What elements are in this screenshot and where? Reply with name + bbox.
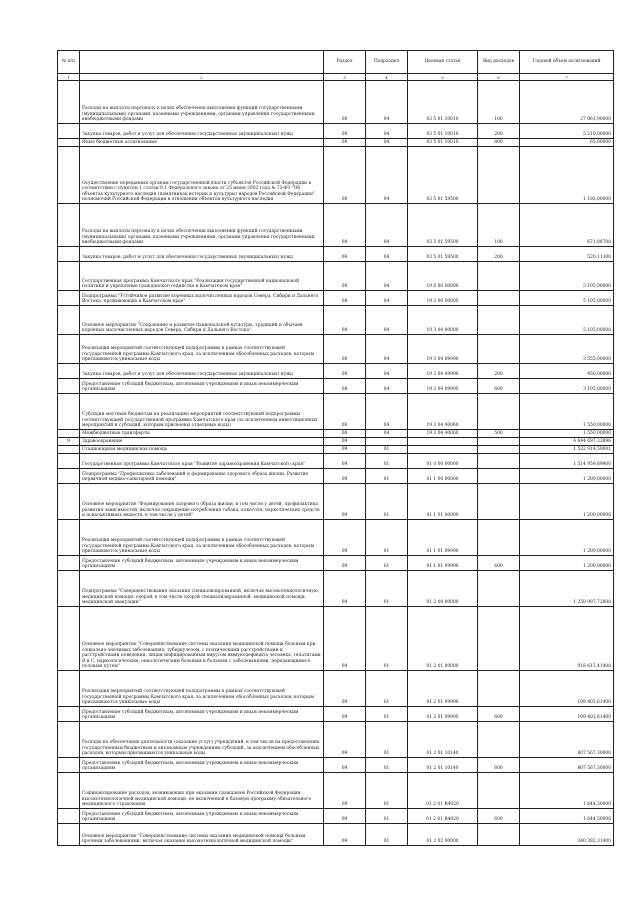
row-section: 09: [324, 671, 366, 707]
header-section: Раздел: [324, 51, 366, 74]
row-number: [58, 262, 80, 291]
row-name: Основное мероприятие "Сохранение и развитие национальной культуры, традиций и обычаев коренных малочисленных народов Севера, Сибири и Дальнего Востока": [80, 306, 324, 335]
row-expense-type: 600: [478, 758, 520, 773]
row-expense-type: 100: [478, 204, 520, 247]
table-row: [58, 306, 614, 335]
row-section: 08: [324, 291, 366, 306]
row-number: [58, 809, 80, 824]
column-number: 6: [478, 74, 520, 81]
table-row: [58, 454, 614, 469]
row-name: Подпрограмма "Совершенствование оказания специализированной, включая высокотехнологичную, медицинской помощи, скорой, в том числе скорой специализированной, медицинской помощи, медицинской эвакуации": [80, 571, 324, 607]
row-expense-type: [478, 469, 520, 484]
row-section: 09: [324, 571, 366, 607]
row-subsection: 01: [366, 446, 408, 454]
row-number: [58, 824, 80, 846]
row-section: 09: [324, 469, 366, 484]
table-row: [58, 773, 614, 809]
column-number-row: [58, 74, 614, 81]
row-subsection: 01: [366, 671, 408, 707]
row-target: 03 5 01 59500: [408, 147, 478, 204]
row-subsection: 01: [366, 607, 408, 671]
row-target: 03 5 01 10010: [408, 81, 478, 124]
table-row: [58, 139, 614, 147]
row-name: Закупка товаров, работ и услуг для обеспечения государственных (муниципальных) нужд: [80, 124, 324, 139]
table-row: [58, 809, 614, 824]
row-number: [58, 247, 80, 262]
row-section: 09: [324, 556, 366, 571]
row-number: [58, 124, 80, 139]
row-subsection: 04: [366, 262, 408, 291]
row-subsection: 01: [366, 469, 408, 484]
row-target: 01 2 01 10140: [408, 758, 478, 773]
row-expense-type: 500: [478, 430, 520, 438]
header-target: Целевая статья: [408, 51, 478, 74]
row-amount: 1 192,00000: [520, 147, 614, 204]
row-target: 01 2 01 10140: [408, 722, 478, 758]
row-target: 01 1 00 00000: [408, 469, 478, 484]
row-subsection: 04: [366, 204, 408, 247]
row-amount: 1 200,00000: [520, 520, 614, 556]
row-section: 09: [324, 809, 366, 824]
row-name: Софинансирование расходов, возникающих при оказании гражданам Российской Федерации высокотехнологичной медицинской помощи, не включенной в базовую программу обязательного медицинского страхования: [80, 773, 324, 809]
table-row: [58, 379, 614, 394]
row-target: 19 3 04 40060: [408, 430, 478, 438]
row-section: 08: [324, 306, 366, 335]
row-section: 08: [324, 204, 366, 247]
row-subsection: 01: [366, 773, 408, 809]
table-row: [58, 469, 614, 484]
row-subsection: 04: [366, 306, 408, 335]
row-subsection: 01: [366, 556, 408, 571]
row-amount: 3 105,00000: [520, 379, 614, 394]
row-number: [58, 773, 80, 809]
row-subsection: 01: [366, 824, 408, 846]
row-section: 08: [324, 247, 366, 262]
row-subsection: 04: [366, 139, 408, 147]
row-section: 09: [324, 520, 366, 556]
row-number: [58, 469, 80, 484]
table-row: [58, 147, 614, 204]
row-expense-type: 600: [478, 379, 520, 394]
row-expense-type: 600: [478, 809, 520, 824]
row-expense-type: [478, 607, 520, 671]
row-name: Предоставление субсидий бюджетным, автономным учреждениям и иным некоммерческим организациям: [80, 809, 324, 824]
column-number: 5: [408, 74, 478, 81]
row-section: 09: [324, 454, 366, 469]
row-subsection: 01: [366, 758, 408, 773]
row-subsection: 04: [366, 124, 408, 139]
row-expense-type: [478, 520, 520, 556]
row-section: 08: [324, 147, 366, 204]
row-target: 01 0 00 00000: [408, 454, 478, 469]
table-row: [58, 707, 614, 722]
row-section: 08: [324, 139, 366, 147]
row-expense-type: [478, 446, 520, 454]
row-name: Иные бюджетные ассигнования: [80, 139, 324, 147]
row-amount: 1 200,00000: [520, 484, 614, 520]
table-row: [58, 430, 614, 438]
row-subsection: 04: [366, 394, 408, 430]
row-number: [58, 430, 80, 438]
row-expense-type: [478, 571, 520, 607]
row-section: 08: [324, 430, 366, 438]
row-amount: 918 615,41400: [520, 607, 614, 671]
row-subsection: [366, 438, 408, 446]
table-row: [58, 81, 614, 124]
row-name: Основное мероприятие "Совершенствование системы оказания медицинской помощи больным прочими заболеваниями, включая оказание высокотехнологичной медицинской помощи": [80, 824, 324, 846]
row-amount: 5 105,00000: [520, 306, 614, 335]
row-number: [58, 722, 80, 758]
row-expense-type: 200: [478, 247, 520, 262]
row-subsection: 01: [366, 484, 408, 520]
header-row: [58, 51, 614, 74]
row-section: 09: [324, 722, 366, 758]
header-amount: Годовой объем ассигнований: [520, 51, 614, 74]
row-target: 19 3 04 00000: [408, 306, 478, 335]
header-num: № п/п: [58, 51, 80, 74]
row-name: Осуществление переданных органам государственной власти субъектов Российской Федерации в соответствии с пунктом 1 статьи 9.1 Федерального закона от 25 июня 2002 года № 73-ФЗ "Об объектах культурного наследия (памятниках истории и культуры) народов Российской Федерации" полномочий Российской Федерации в отношении объектов культурного наследия: [80, 147, 324, 204]
column-number: 4: [366, 74, 408, 81]
row-section: 09: [324, 773, 366, 809]
table-row: [58, 722, 614, 758]
row-expense-type: 600: [478, 707, 520, 722]
table-row: [58, 607, 614, 671]
row-name: Предоставление субсидий бюджетным, автономным учреждениям и иным некоммерческим организациям: [80, 707, 324, 722]
row-number: [58, 147, 80, 204]
row-amount: 5 105,00000: [520, 291, 614, 306]
table-row: [58, 520, 614, 556]
row-number: [58, 556, 80, 571]
row-amount: 340 382,31400: [520, 824, 614, 846]
row-subsection: 01: [366, 707, 408, 722]
row-target: 03 5 01 10010: [408, 124, 478, 139]
row-section: 09: [324, 607, 366, 671]
row-amount: 109 403,61400: [520, 671, 614, 707]
row-amount: 5 210,00000: [520, 124, 614, 139]
row-section: 08: [324, 379, 366, 394]
row-target: 01 1 01 00000: [408, 484, 478, 520]
row-section: 08: [324, 335, 366, 364]
row-target: 01 2 01 R4020: [408, 773, 478, 809]
row-target: [408, 446, 478, 454]
row-amount: 1 550,00000: [520, 394, 614, 430]
table-row: [58, 671, 614, 707]
row-target: 01 2 01 09990: [408, 671, 478, 707]
row-expense-type: [478, 306, 520, 335]
row-amount: 807 567,30000: [520, 758, 614, 773]
row-target: 03 5 01 59500: [408, 204, 478, 247]
row-name: Закупка товаров, работ и услуг для обеспечения государственных (муниципальных) нужд: [80, 364, 324, 379]
row-expense-type: [478, 335, 520, 364]
table-row: [58, 824, 614, 846]
table-row: [58, 556, 614, 571]
table-row: [58, 291, 614, 306]
row-amount: 1 258 997,72800: [520, 571, 614, 607]
row-number: [58, 204, 80, 247]
row-section: 09: [324, 484, 366, 520]
row-number: [58, 707, 80, 722]
row-expense-type: [478, 824, 520, 846]
row-target: 19 3 04 09990: [408, 335, 478, 364]
row-subsection: 01: [366, 571, 408, 607]
row-target: 01 1 01 09990: [408, 556, 478, 571]
row-amount: 65,00000: [520, 139, 614, 147]
header-subsection: Подраздел: [366, 51, 408, 74]
header-expense-type: Вид расходов: [478, 51, 520, 74]
row-target: 19 3 04 09990: [408, 364, 478, 379]
row-number: [58, 335, 80, 364]
row-target: 19 3 04 09990: [408, 379, 478, 394]
table-row: [58, 262, 614, 291]
row-subsection: 04: [366, 247, 408, 262]
row-name: Межбюджетные трансферты: [80, 430, 324, 438]
row-expense-type: [478, 671, 520, 707]
row-subsection: 01: [366, 722, 408, 758]
row-section: 08: [324, 364, 366, 379]
row-amount: 1 644,50000: [520, 773, 614, 809]
row-name: Подпрограмма "Профилактика заболеваний и формирование здорового образа жизни. Развитие первичной медико-санитарной помощи": [80, 469, 324, 484]
row-name: Реализация мероприятий соответствующей подпрограммы в рамках соответствующей государственной программы Камчатского края, за исключением обособленных расходов, которым присваиваются уникальные коды: [80, 335, 324, 364]
row-target: 01 2 00 00000: [408, 571, 478, 607]
row-subsection: 04: [366, 147, 408, 204]
row-number: [58, 139, 80, 147]
row-subsection: 04: [366, 379, 408, 394]
row-target: 03 5 01 10010: [408, 139, 478, 147]
row-amount: 450,00000: [520, 364, 614, 379]
row-name: Реализация мероприятий соответствующей подпрограммы в рамках соответствующей государственной программы Камчатского края, за исключением обособленных расходов, которым присваиваются уникальные коды: [80, 671, 324, 707]
row-target: 01 2 01 R4020: [408, 809, 478, 824]
row-subsection: 04: [366, 81, 408, 124]
row-target: 19 3 00 00000: [408, 291, 478, 306]
table-row: [58, 438, 614, 446]
row-amount: 27 061,90000: [520, 81, 614, 124]
row-number: [58, 571, 80, 607]
row-number: [58, 484, 80, 520]
row-name: Предоставление субсидий бюджетным, автономным учреждениям и иным некоммерческим организациям: [80, 556, 324, 571]
row-amount: 5 105,00000: [520, 262, 614, 291]
row-section: 08: [324, 394, 366, 430]
row-expense-type: [478, 394, 520, 430]
row-expense-type: 600: [478, 556, 520, 571]
row-expense-type: [478, 773, 520, 809]
row-target: 01 1 01 09990: [408, 520, 478, 556]
table-body: [58, 81, 614, 846]
table-row: [58, 204, 614, 247]
row-expense-type: [478, 454, 520, 469]
row-section: 08: [324, 81, 366, 124]
row-subsection: 04: [366, 335, 408, 364]
row-subsection: 04: [366, 364, 408, 379]
row-number: [58, 671, 80, 707]
row-target: [408, 438, 478, 446]
row-amount: 1 644,50000: [520, 809, 614, 824]
row-section: 09: [324, 824, 366, 846]
row-number: [58, 454, 80, 469]
row-name: Расходы на обеспечение деятельности (оказание услуг) учреждений, в том числе на предоставление государственным бюджетным и автономным учреждениям субсидий, за исключением обособленных расходов, которым присваиваются уникальные коды: [80, 722, 324, 758]
row-number: [58, 446, 80, 454]
row-number: [58, 394, 80, 430]
row-name: Государственная программа Камчатского края "Реализация государственной национальной политики и укрепление гражданского единства в Камчатском крае": [80, 262, 324, 291]
row-number: 9: [58, 438, 80, 446]
row-name: Основное мероприятие "Совершенствование системы оказания медицинской помощи больным при социально-значимых заболеваниях: туберкулезом, с психическими расстройствами и расстройствами поведения, лицам инфицированным вирусом иммунодефицита человека, гепатитами B и C, наркологическим, онкологическим больным и больным с заболеваниями, передающимися половым путем": [80, 607, 324, 671]
row-section: 09: [324, 438, 366, 446]
row-amount: 3 555,00000: [520, 335, 614, 364]
row-name: Предоставление субсидий бюджетным, автономным учреждениям и иным некоммерческим организациям: [80, 379, 324, 394]
row-subsection: 04: [366, 291, 408, 306]
row-expense-type: [478, 484, 520, 520]
row-number: [58, 306, 80, 335]
row-number: [58, 607, 80, 671]
row-target: 01 2 02 00000: [408, 824, 478, 846]
row-amount: 1 200,00000: [520, 556, 614, 571]
row-expense-type: 800: [478, 139, 520, 147]
row-expense-type: [478, 147, 520, 204]
row-expense-type: 200: [478, 364, 520, 379]
row-subsection: 04: [366, 430, 408, 438]
row-section: 08: [324, 262, 366, 291]
row-number: [58, 81, 80, 124]
row-name: Расходы на выплаты персоналу в целях обеспечения выполнения функций государственными (муниципальными) органами, казенными учреждениями, органами управления государственными внебюджетными фондами: [80, 81, 324, 124]
row-target: 01 2 01 09990: [408, 707, 478, 722]
table-row: [58, 758, 614, 773]
row-target: 01 2 01 00000: [408, 607, 478, 671]
row-amount: 4 644 697,33896: [520, 438, 614, 446]
row-number: [58, 364, 80, 379]
table-row: [58, 124, 614, 139]
row-expense-type: 100: [478, 81, 520, 124]
row-target: 19 0 00 00000: [408, 262, 478, 291]
row-name: Предоставление субсидий бюджетным, автономным учреждениям и иным некоммерческим организациям: [80, 758, 324, 773]
row-amount: 1 550,00000: [520, 430, 614, 438]
row-number: [58, 520, 80, 556]
column-number: 7: [520, 74, 614, 81]
table-row: [58, 446, 614, 454]
row-expense-type: [478, 291, 520, 306]
row-amount: 807 567,30000: [520, 722, 614, 758]
row-target: 19 3 04 40060: [408, 394, 478, 430]
row-name: Стационарная медицинская помощь: [80, 446, 324, 454]
row-target: 03 5 01 59500: [408, 247, 478, 262]
row-number: [58, 291, 80, 306]
column-number: 1: [58, 74, 80, 81]
row-section: 09: [324, 707, 366, 722]
table-row: [58, 394, 614, 430]
row-name: Расходы на выплаты персоналу в целях обеспечения выполнения функций государственными (муниципальными) органами, казенными учреждениями, органами управления государственными внебюджетными фондами: [80, 204, 324, 247]
row-amount: 1 200,00000: [520, 469, 614, 484]
row-name: Реализация мероприятий соответствующей подпрограммы в рамках соответствующей государственной программы Камчатского края, за исключением обособленных расходов, которым присваиваются уникальные коды: [80, 520, 324, 556]
column-number: 2: [80, 74, 324, 81]
row-amount: 1 532 914,59001: [520, 446, 614, 454]
row-expense-type: [478, 722, 520, 758]
header-name: [80, 51, 324, 74]
table-row: [58, 571, 614, 607]
row-expense-type: 200: [478, 124, 520, 139]
row-subsection: 01: [366, 520, 408, 556]
row-name: Субсидии местным бюджетам на реализацию мероприятий соответствующей подпрограммы соответствующей государственной программы Камчатского края (за исключением инвестиционных мероприятий и субсидий, которым присвоены отдельные коды): [80, 394, 324, 430]
budget-table-page: [57, 50, 613, 846]
table-row: [58, 364, 614, 379]
row-name: Подпрограмма "Устойчивое развитие коренных малочисленных народов Севера, Сибири и Дальнего Востока, проживающих в Камчатском крае": [80, 291, 324, 306]
row-expense-type: [478, 438, 520, 446]
row-subsection: 01: [366, 454, 408, 469]
row-number: [58, 758, 80, 773]
row-section: 09: [324, 446, 366, 454]
row-section: 08: [324, 124, 366, 139]
row-section: 09: [324, 758, 366, 773]
row-amount: 109 403,61400: [520, 707, 614, 722]
row-amount: 1 514 959,89900: [520, 454, 614, 469]
row-amount: 671,88700: [520, 204, 614, 247]
row-expense-type: [478, 262, 520, 291]
row-name: Здравоохранение: [80, 438, 324, 446]
row-number: [58, 379, 80, 394]
row-amount: 520,11300: [520, 247, 614, 262]
budget-table: [57, 50, 614, 846]
table-row: [58, 335, 614, 364]
row-name: Государственная программа Камчатского края "Развитие здравоохранения Камчатского края": [80, 454, 324, 469]
table-row: [58, 247, 614, 262]
row-subsection: 01: [366, 809, 408, 824]
column-number: 3: [324, 74, 366, 81]
row-name: Основное мероприятие "Формирование здорового образа жизни, в том числе у детей, профилактика развития зависимостей, включая сокращение потребления табака, алкоголя, наркотических средств и психоактивных веществ, в том числе у детей": [80, 484, 324, 520]
row-name: Закупка товаров, работ и услуг для обеспечения государственных (муниципальных) нужд: [80, 247, 324, 262]
table-row: [58, 484, 614, 520]
